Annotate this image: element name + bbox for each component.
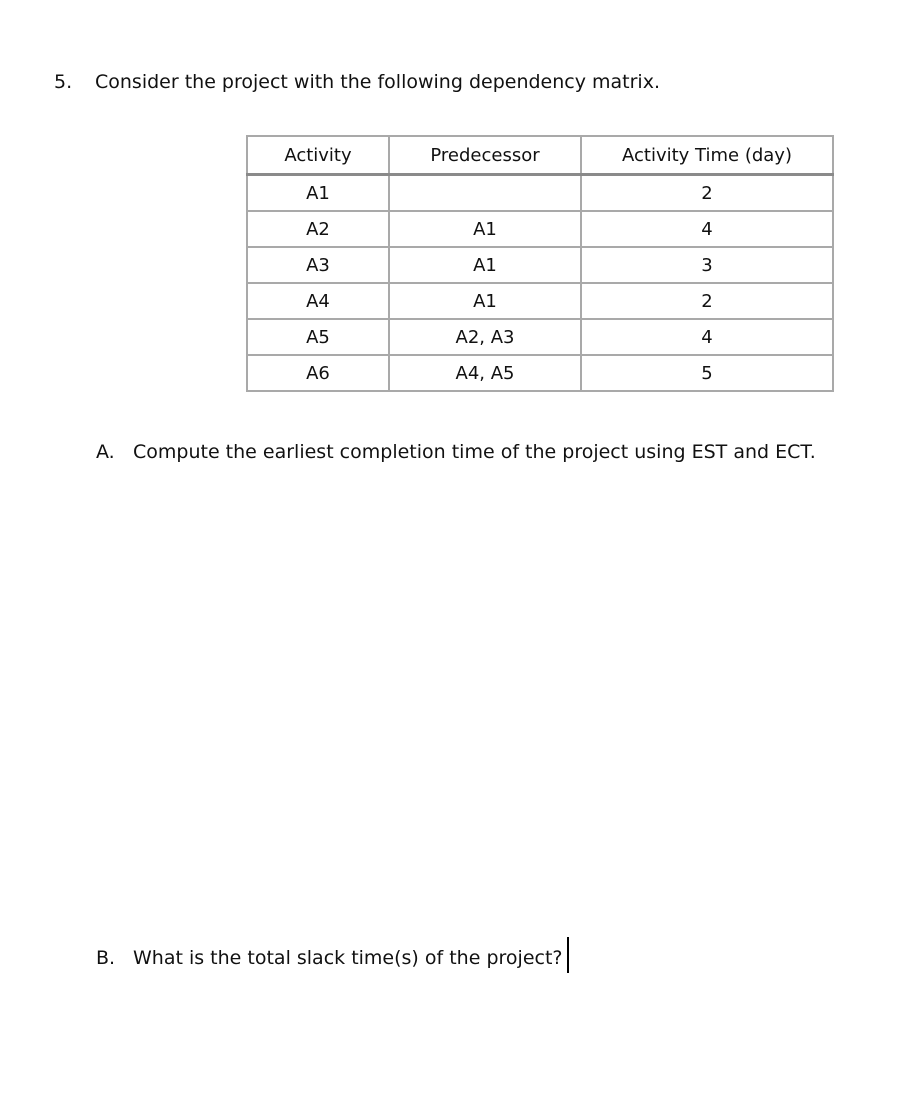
header-predecessor: Predecessor xyxy=(389,136,581,175)
question-heading xyxy=(54,70,660,94)
table-row xyxy=(247,175,833,212)
part-b-text: What is the total slack time(s) of the project? xyxy=(133,947,563,969)
cell-predecessor: A2, A3 xyxy=(389,319,581,355)
cell-activity: A2 xyxy=(247,211,389,247)
part-b-question[interactable] xyxy=(96,946,563,970)
table-row xyxy=(247,319,833,355)
cell-activity: A1 xyxy=(247,175,389,212)
cell-activity-time: 5 xyxy=(581,355,833,391)
table-row xyxy=(247,283,833,319)
question-number: 5. xyxy=(54,71,73,93)
dependency-matrix-table xyxy=(246,135,834,392)
question-text: Consider the project with the following dependency matrix. xyxy=(95,71,660,93)
cell-activity-time: 2 xyxy=(581,283,833,319)
cell-activity-time: 2 xyxy=(581,175,833,212)
cell-predecessor: A1 xyxy=(389,247,581,283)
part-a-letter: A. xyxy=(96,441,115,463)
table-header-row xyxy=(247,136,833,175)
cell-activity-time: 4 xyxy=(581,319,833,355)
cell-predecessor: A1 xyxy=(389,211,581,247)
text-cursor xyxy=(567,937,569,973)
cell-activity-time: 4 xyxy=(581,211,833,247)
cell-activity: A4 xyxy=(247,283,389,319)
table-row xyxy=(247,355,833,391)
cell-activity: A3 xyxy=(247,247,389,283)
part-a-question xyxy=(96,440,816,464)
part-b-letter: B. xyxy=(96,947,116,969)
cell-predecessor: A1 xyxy=(389,283,581,319)
table-row xyxy=(247,247,833,283)
header-activity-time: Activity Time (day) xyxy=(581,136,833,175)
header-activity: Activity xyxy=(247,136,389,175)
cell-activity: A5 xyxy=(247,319,389,355)
cell-activity-time: 3 xyxy=(581,247,833,283)
cell-predecessor: A4, A5 xyxy=(389,355,581,391)
cell-activity: A6 xyxy=(247,355,389,391)
cell-predecessor xyxy=(389,175,581,212)
part-a-text: Compute the earliest completion time of the project using EST and ECT. xyxy=(133,441,816,463)
table-row xyxy=(247,211,833,247)
